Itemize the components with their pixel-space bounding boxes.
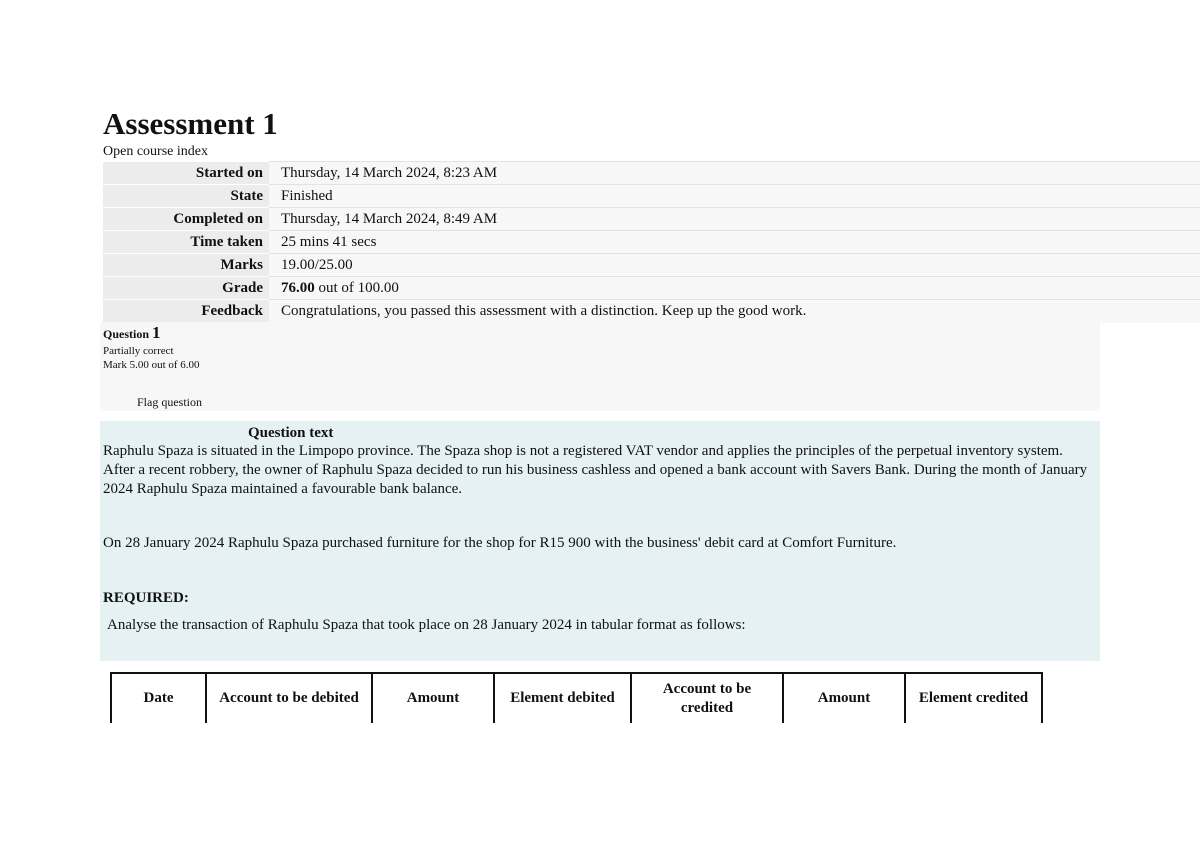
- summary-value: 25 mins 41 secs: [269, 231, 1200, 254]
- question-prefix: Question: [103, 327, 153, 341]
- column-header-element-debited: Element debited: [494, 673, 631, 723]
- summary-row-state: [103, 185, 1200, 208]
- summary-row-marks: [103, 254, 1200, 277]
- attempt-summary-table: [103, 161, 1200, 323]
- column-header-account-credited: Account to be credited: [631, 673, 783, 723]
- page-title: Assessment 1: [103, 106, 278, 141]
- summary-value: Thursday, 14 March 2024, 8:49 AM: [269, 208, 1200, 231]
- column-header-account-debited: Account to be debited: [206, 673, 372, 723]
- summary-value: Finished: [269, 185, 1200, 208]
- summary-label: Grade: [103, 277, 269, 300]
- column-header-element-credited: Element credited: [905, 673, 1042, 723]
- summary-label: Completed on: [103, 208, 269, 231]
- question-text-panel: [100, 421, 1100, 661]
- question-state: Partially correct: [103, 345, 174, 357]
- question-mark: Mark 5.00 out of 6.00: [103, 359, 200, 371]
- grade-value: 76.00: [281, 280, 315, 296]
- column-header-amount-credited: Amount: [783, 673, 905, 723]
- question-text-heading: Question text: [248, 425, 334, 441]
- question-info-panel: [100, 322, 1100, 411]
- summary-value: Thursday, 14 March 2024, 8:23 AM: [269, 162, 1200, 185]
- table-header-row: [111, 673, 1042, 723]
- required-heading: REQUIRED:: [103, 590, 189, 606]
- question-paragraph: On 28 January 2024 Raphulu Spaza purchased furniture for the shop for R15 900 with the business' debit card at Comfort Furniture.: [103, 535, 897, 551]
- summary-label: Started on: [103, 162, 269, 185]
- question-number-value: 1: [152, 323, 161, 342]
- question-instruction: Analyse the transaction of Raphulu Spaza that took place on 28 January 2024 in tabular format as follows:: [107, 617, 746, 633]
- summary-label: State: [103, 185, 269, 208]
- column-header-date: Date: [111, 673, 206, 723]
- summary-row-feedback: [103, 300, 1200, 323]
- question-paragraph: Raphulu Spaza is situated in the Limpopo province. The Spaza shop is not a registered VAT vendor and applies the principles of the perpetual inventory system. After a recent robbery, the owner of Raphulu Spaza decided to run his business cashless and opened a bank account with Savers Bank. During the month of January 2024 Raphulu Spaza maintained a favourable bank balance.: [103, 443, 1088, 497]
- grade-out-of: out of 100.00: [314, 280, 399, 296]
- column-header-amount-debited: Amount: [372, 673, 494, 723]
- summary-value: 19.00/25.00: [269, 254, 1200, 277]
- summary-value: [269, 277, 1200, 300]
- summary-label: Time taken: [103, 231, 269, 254]
- summary-row-completed-on: [103, 208, 1200, 231]
- summary-label: Feedback: [103, 300, 269, 323]
- summary-row-grade: [103, 277, 1200, 300]
- summary-row-started-on: [103, 162, 1200, 185]
- question-number: [103, 324, 161, 343]
- transaction-analysis-table: [110, 672, 1043, 723]
- flag-question-link[interactable]: Flag question: [137, 395, 202, 409]
- summary-value: Congratulations, you passed this assessment with a distinction. Keep up the good work.: [269, 300, 1200, 323]
- summary-label: Marks: [103, 254, 269, 277]
- summary-row-time-taken: [103, 231, 1200, 254]
- open-course-index-link[interactable]: Open course index: [103, 144, 208, 159]
